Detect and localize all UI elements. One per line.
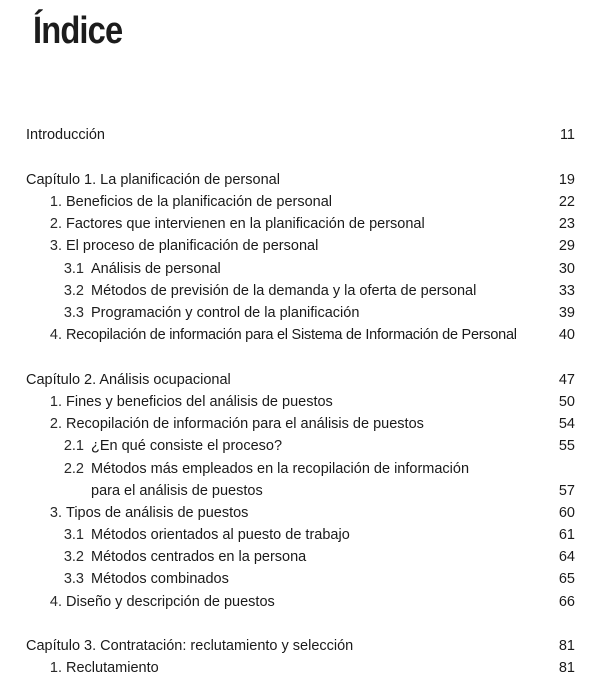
toc-entry[interactable] xyxy=(0,591,600,613)
toc-entry-page: 60 xyxy=(558,505,575,521)
toc-entry-title: Diseño y descripción de puestos xyxy=(66,594,275,610)
toc-entry-title: Recopilación de información para el análisis de puestos xyxy=(66,416,424,432)
toc-entry-number: 2.2 xyxy=(63,461,84,477)
toc-entry-number: 2. xyxy=(49,216,62,232)
toc-entry-title: ¿En qué consiste el proceso? xyxy=(91,438,283,454)
toc-entry-page: 81 xyxy=(558,660,575,676)
toc-entry-page: 81 xyxy=(558,638,575,654)
toc-entry-title: Métodos de previsión de la demanda y la oferta de personal xyxy=(91,283,477,299)
toc-entry-title: Análisis de personal xyxy=(91,261,221,277)
toc-entry-number: 2. xyxy=(49,416,62,432)
toc-entry-title: Introducción xyxy=(26,127,105,143)
toc-entry-page: 23 xyxy=(558,216,575,232)
toc-entry-number: 1. xyxy=(49,660,62,676)
toc-entry[interactable] xyxy=(0,435,600,457)
toc-entry-number: 4. xyxy=(49,594,62,610)
toc-entry-number: 4. xyxy=(49,327,62,343)
toc-entry-title: Capítulo 2. Análisis ocupacional xyxy=(26,372,231,388)
toc-chapter-3[interactable] xyxy=(0,635,600,657)
toc-entry-continuation[interactable] xyxy=(0,480,600,502)
toc-entry[interactable] xyxy=(0,568,600,590)
toc-entry-title: Fines y beneficios del análisis de puestos xyxy=(66,394,333,410)
toc-entry-page: 22 xyxy=(558,194,575,210)
toc-entry-title: Métodos combinados xyxy=(91,571,229,587)
toc-entry-title: Métodos centrados en la persona xyxy=(91,549,307,565)
toc-entry-title: Tipos de análisis de puestos xyxy=(66,505,249,521)
toc-entry-page: 30 xyxy=(558,261,575,277)
toc-entry-title: Capítulo 3. Contratación: reclutamiento y selección xyxy=(26,638,354,654)
toc-entry[interactable] xyxy=(0,413,600,435)
toc-entry-number: 3.1 xyxy=(63,261,84,277)
toc-entry-number: 3.2 xyxy=(63,549,84,565)
toc-entry[interactable] xyxy=(0,502,600,524)
toc-entry-page: 19 xyxy=(558,172,575,188)
toc-entry-title: para el análisis de puestos xyxy=(91,483,263,499)
toc-entry-title: El proceso de planificación de personal xyxy=(66,238,319,254)
page-title: Índice xyxy=(33,10,123,52)
toc-entry-page: 33 xyxy=(558,283,575,299)
toc-entry[interactable] xyxy=(0,324,600,346)
toc-entry-title: Métodos más empleados en la recopilación de información xyxy=(91,461,470,477)
toc-entry-page: 11 xyxy=(559,127,575,143)
toc-entry-page: 50 xyxy=(558,394,575,410)
toc-entry-number: 3. xyxy=(49,505,62,521)
toc-entry-title: Factores que intervienen en la planificación de personal xyxy=(66,216,425,232)
toc-entry-page: 61 xyxy=(558,527,575,543)
toc-entry-title: Recopilación de información para el Sistema de Información de Personal xyxy=(66,327,517,343)
toc-entry-title: Reclutamiento xyxy=(66,660,159,676)
toc-entry[interactable] xyxy=(0,280,600,302)
toc-entry-page: 64 xyxy=(558,549,575,565)
toc-entry[interactable] xyxy=(0,458,600,480)
toc-entry[interactable] xyxy=(0,191,600,213)
toc-entry-number: 1. xyxy=(49,194,62,210)
toc-entry-number: 3.3 xyxy=(63,571,84,587)
toc-entry-title: Métodos orientados al puesto de trabajo xyxy=(91,527,350,543)
toc-entry-number: 1. xyxy=(49,394,62,410)
toc-entry-page: 29 xyxy=(558,238,575,254)
toc-entry-title: Programación y control de la planificación xyxy=(91,305,360,321)
toc-entry-page: 55 xyxy=(558,438,575,454)
toc-entry-page: 65 xyxy=(558,571,575,587)
toc-entry[interactable] xyxy=(0,302,600,324)
toc-entry-number: 3.3 xyxy=(63,305,84,321)
toc-entry-title: Capítulo 1. La planificación de personal xyxy=(26,172,280,188)
toc-entry-number: 3.2 xyxy=(63,283,84,299)
toc-entry[interactable] xyxy=(0,391,600,413)
toc-entry[interactable] xyxy=(0,546,600,568)
toc-entry-title: Beneficios de la planificación de personal xyxy=(66,194,333,210)
toc-entry[interactable] xyxy=(0,258,600,280)
toc-entry[interactable] xyxy=(0,657,600,679)
toc-entry-page: 47 xyxy=(558,372,575,388)
toc-entry-page: 66 xyxy=(558,594,575,610)
toc-entry-page: 54 xyxy=(558,416,575,432)
toc-entry-page: 39 xyxy=(558,305,575,321)
toc-chapter-2[interactable] xyxy=(0,369,600,391)
toc-entry-page: 40 xyxy=(558,327,575,343)
toc-entry-number: 3. xyxy=(49,238,62,254)
toc-entry[interactable] xyxy=(0,213,600,235)
toc-entry[interactable] xyxy=(0,235,600,257)
toc-entry-number: 2.1 xyxy=(63,438,84,454)
toc-chapter-1[interactable] xyxy=(0,169,600,191)
toc-entry-introduccion[interactable] xyxy=(0,124,600,146)
toc-entry-page: 57 xyxy=(558,483,575,499)
toc-entry-number: 3.1 xyxy=(63,527,84,543)
toc-entry[interactable] xyxy=(0,524,600,546)
